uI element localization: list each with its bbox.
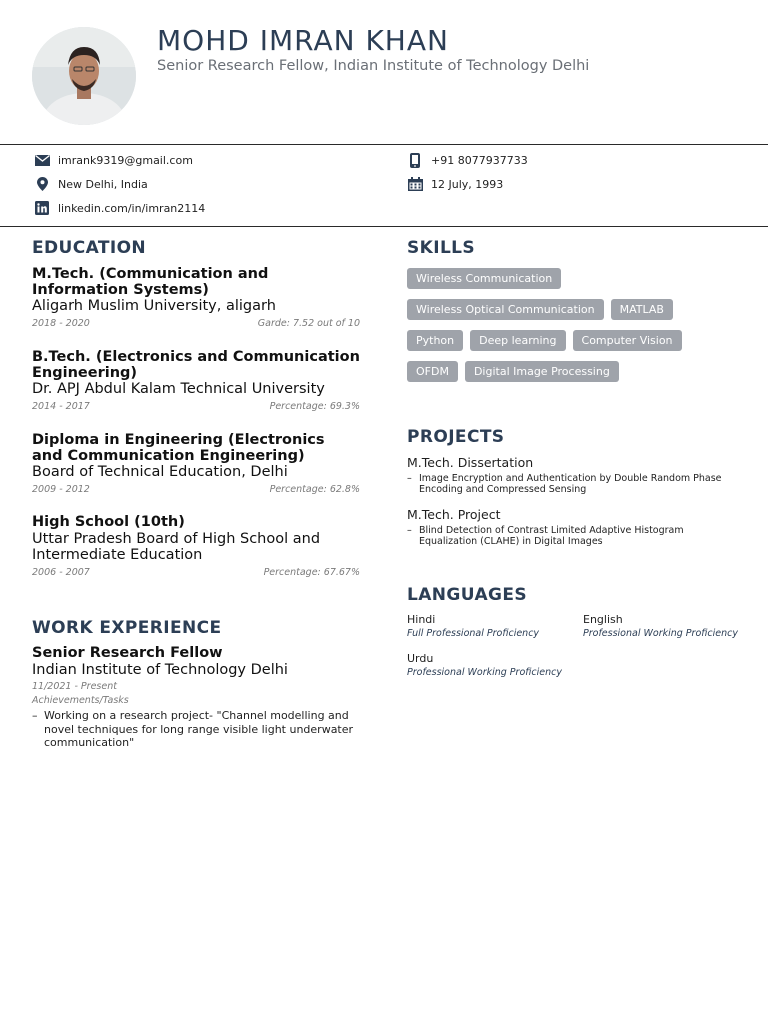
project-item (407, 507, 737, 547)
education-score: Percentage: 69.3% (269, 401, 360, 412)
contact-info (0, 145, 768, 225)
education-score: Percentage: 67.67% (263, 566, 360, 578)
degree-title: B.Tech. (Electronics and Communication Engineering) (32, 349, 360, 381)
mobile-phone-icon (407, 153, 423, 167)
contact-email[interactable] (34, 153, 193, 167)
education-item (32, 350, 360, 412)
phone-text: +91 8077937733 (431, 153, 528, 167)
language-item (583, 613, 753, 639)
work-experience-heading: WORK EXPERIENCE (32, 618, 222, 638)
language-name: Urdu (407, 652, 434, 665)
language-level: Professional Working Proficiency (583, 628, 738, 639)
skill-tag: Python (407, 330, 463, 351)
language-item (407, 652, 577, 678)
project-description: – Blind Detection of Contrast Limited Adaptive Histogram Equalization (CLAHE) in Digital Images (407, 525, 737, 547)
job-task: – Working on a research project- "Channel modelling and novel techniques for long range visible light underwater communication" (32, 709, 362, 750)
education-period: 2018 - 2020 (32, 318, 90, 329)
contact-dob (407, 177, 503, 191)
skills-list (407, 268, 737, 392)
education-heading: EDUCATION (32, 238, 147, 258)
languages-heading: LANGUAGES (407, 585, 528, 605)
language-item (407, 613, 577, 639)
language-name: Hindi (407, 613, 436, 626)
candidate-title: Senior Research Fellow, Indian Institute of Technology Delhi (157, 58, 590, 74)
education-period: 2006 - 2007 (32, 566, 90, 578)
education-item (32, 267, 360, 329)
education-period: 2009 - 2012 (32, 484, 90, 495)
institution-name: Board of Technical Education, Delhi (32, 464, 288, 480)
project-description: – Image Encryption and Authentication by Double Random Phase Encoding and Compressed Sensing (407, 473, 737, 495)
project-item (407, 455, 737, 495)
job-role: Senior Research Fellow (32, 645, 223, 661)
resume-header (0, 0, 768, 144)
contact-phone[interactable] (407, 153, 528, 167)
projects-heading: PROJECTS (407, 427, 505, 447)
email-text: imrank9319@gmail.com (58, 153, 193, 167)
education-score: Garde: 7.52 out of 10 (257, 318, 360, 329)
degree-title: M.Tech. (Communication and Information Systems) (32, 266, 269, 298)
job-period: 11/2021 - Present (32, 681, 117, 692)
location-text: New Delhi, India (58, 177, 148, 191)
language-level: Full Professional Proficiency (407, 628, 540, 639)
achievements-label: Achievements/Tasks (32, 695, 129, 706)
linkedin-icon (34, 201, 50, 215)
skills-heading: SKILLS (407, 238, 476, 258)
contact-linkedin[interactable] (34, 201, 205, 215)
job-organization: Indian Institute of Technology Delhi (32, 662, 288, 678)
profile-photo (32, 27, 136, 125)
calendar-icon (407, 177, 423, 191)
linkedin-text: linkedin.com/in/imran2114 (58, 201, 206, 215)
skill-tag: Deep learning (470, 330, 565, 351)
work-item (32, 645, 362, 750)
institution-name: Dr. APJ Abdul Kalam Technical University (32, 381, 325, 397)
skill-tag: MATLAB (611, 299, 673, 320)
education-period: 2014 - 2017 (32, 401, 90, 412)
skill-tag: Computer Vision (573, 330, 682, 351)
skill-tag: OFDM (407, 361, 458, 382)
institution-name: Aligarh Muslim University, aligarh (32, 298, 276, 314)
project-title: M.Tech. Dissertation (407, 455, 534, 470)
dob-text: 12 July, 1993 (431, 177, 504, 191)
language-name: English (583, 613, 623, 626)
skill-tag: Wireless Optical Communication (407, 299, 604, 320)
candidate-name: MOHD IMRAN KHAN (157, 24, 449, 57)
education-score: Percentage: 62.8% (269, 484, 360, 495)
contact-location (34, 177, 148, 191)
contact-divider (0, 226, 768, 227)
education-item (32, 515, 360, 578)
envelope-icon (34, 153, 50, 167)
language-level: Professional Working Proficiency (407, 667, 562, 678)
skill-tag: Digital Image Processing (465, 361, 619, 382)
skill-tag: Wireless Communication (407, 268, 561, 289)
institution-name: Uttar Pradesh Board of High School and Intermediate Education (32, 530, 321, 563)
degree-title: High School (10th) (32, 514, 185, 530)
map-pin-icon (34, 177, 50, 191)
degree-title: Diploma in Engineering (Electronics and Communication Engineering) (32, 432, 325, 464)
project-title: M.Tech. Project (407, 507, 501, 522)
education-item (32, 433, 360, 495)
